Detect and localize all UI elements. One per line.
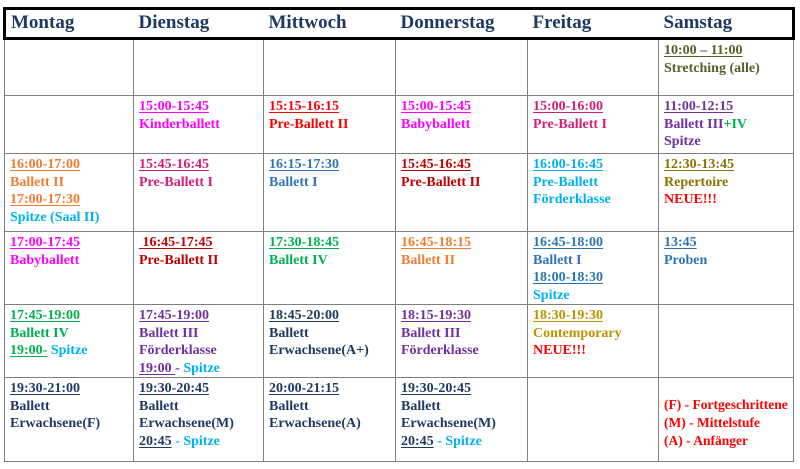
entry-label-text: Ballett III [401, 325, 461, 341]
cell-dienstag-row1 [134, 39, 264, 96]
entry-time-text: 16:00-17:00 [10, 157, 80, 172]
cell-mittwoch-row6 [264, 378, 396, 462]
schedule-entry-line [401, 116, 525, 134]
cell-samstag-row3 [659, 154, 794, 232]
entry-label-text: Pre-Ballett I [533, 116, 607, 132]
schedule-entry-line [139, 415, 261, 433]
schedule-entry-line [139, 116, 261, 134]
schedule-entry-line [10, 191, 131, 209]
cell-freitag-row3 [528, 154, 659, 232]
entry-time-text: 16:45-17:45 [139, 235, 213, 250]
schedule-entry-line [533, 325, 656, 343]
entry-label-text: (M) - Mittelstufe [664, 415, 760, 430]
entry-label-text: Pre-Ballett II [139, 252, 219, 268]
entry-time-text: 15:45-16:45 [139, 157, 209, 172]
schedule-entry-line [401, 433, 525, 451]
cell-samstag-row6 [659, 378, 794, 462]
day-header-freitag: Freitag [532, 12, 592, 33]
cell-freitag-row1 [528, 39, 659, 96]
schedule-entry-line [401, 325, 525, 343]
cell-montag-row5 [5, 305, 134, 378]
day-header-mittwoch: Mittwoch [268, 12, 347, 33]
entry-label-text: Pre-Ballett II [401, 174, 481, 190]
entry-label-text: NEUE!!! [533, 343, 586, 358]
schedule-entry-line [10, 234, 131, 252]
entry-label-text: Spitze [47, 343, 88, 358]
entry-time-text: 19:30-21:00 [10, 381, 80, 396]
schedule-entry-line [269, 398, 393, 416]
schedule-entry-line [664, 414, 791, 432]
schedule-entry-line [401, 398, 525, 416]
schedule-entry-line [269, 252, 393, 270]
entry-label-text: Ballett I [269, 174, 318, 190]
schedule-row-5 [5, 305, 794, 378]
entry-label-text: (F) - Fortgeschrittene [664, 397, 788, 412]
schedule-entry-line [401, 156, 525, 174]
entry-label-text: Pre-Ballett I [139, 174, 213, 190]
cell-montag-row6 [5, 378, 134, 462]
cell-mittwoch-row3 [264, 154, 396, 232]
entry-time-text: 12:30-13:45 [664, 157, 734, 172]
schedule-entry-line [269, 380, 393, 398]
entry-time-text: 20:45 [401, 433, 434, 449]
day-header-montag: Montag [11, 12, 75, 33]
cell-freitag-row5 [528, 305, 659, 378]
schedule-entry-line [401, 380, 525, 398]
entry-label-text: Erwachsene(A) [269, 416, 361, 431]
day-header-donnerstag: Donnerstag [400, 12, 495, 33]
schedule-entry-line [139, 307, 261, 325]
schedule-entry-line [269, 307, 393, 325]
schedule-row-6 [5, 378, 794, 462]
entry-label-text: (A) - Anfänger [664, 433, 748, 448]
entry-time-text: 15:00-15:45 [401, 99, 471, 114]
schedule-entry-line [139, 433, 261, 451]
entry-time-text: 20:00-21:15 [269, 381, 339, 396]
cell-mittwoch-row5 [264, 305, 396, 378]
entry-label-text: Erwachsene(A+) [269, 343, 369, 358]
entry-label-text: Ballett II [401, 252, 456, 268]
entry-label-text: Pre-Ballett II [269, 116, 349, 132]
schedule-entry-line [401, 98, 525, 116]
entry-label-text: Spitze [533, 287, 570, 303]
schedule-entry-line [401, 252, 525, 270]
cell-mittwoch-row2 [264, 96, 396, 154]
schedule-entry-line [533, 287, 656, 305]
entry-time-text: 16:45-18:15 [401, 235, 471, 250]
entry-time-text: 15:00-16:00 [533, 99, 603, 114]
schedule-entry-line [401, 342, 525, 360]
cell-samstag-row2 [659, 96, 794, 154]
entry-time-text: 18:00-18:30 [533, 270, 603, 285]
entry-label-text: Ballett I [533, 252, 582, 268]
schedule-entry-line [533, 191, 656, 209]
cell-dienstag-row5 [134, 305, 264, 378]
cell-samstag-row5 [659, 305, 794, 378]
schedule-entry-line [269, 342, 393, 360]
entry-label-text: Contemporary [533, 325, 622, 341]
schedule-entry-line [533, 269, 656, 287]
schedule-entry-line [533, 342, 656, 360]
schedule-entry-line [533, 174, 656, 192]
schedule-entry-line [139, 156, 261, 174]
entry-label-text: Spitze [179, 360, 220, 376]
schedule-entry-line [533, 252, 656, 270]
entry-label-text: Ballett [269, 398, 309, 414]
day-header-dienstag: Dienstag [138, 12, 210, 33]
entry-time-text: 16:15-17:30 [269, 157, 339, 172]
schedule-entry-line [664, 191, 791, 209]
cell-dienstag-row3 [134, 154, 264, 232]
schedule-entry-line [269, 98, 393, 116]
schedule-entry-line [269, 234, 393, 252]
entry-label-text: Förderklasse [139, 343, 217, 358]
schedule-entry-line [139, 234, 261, 252]
cell-dienstag-row2 [134, 96, 264, 154]
entry-time-text: 16:45-18:00 [533, 235, 603, 250]
entry-label-text: Pre-Ballett [533, 174, 599, 190]
cell-dienstag-row4 [134, 232, 264, 305]
entry-label-text: +IV [723, 116, 748, 132]
cell-mittwoch-row1 [264, 39, 396, 96]
entry-time-text: 17:00-17:45 [10, 235, 80, 250]
entry-label-text: Erwachsene(M) [139, 416, 234, 431]
schedule-entry-line [10, 415, 131, 433]
entry-label-text: - Spitze [433, 433, 482, 449]
schedule-entry-line [139, 98, 261, 116]
entry-time-text: 20:45 [139, 433, 172, 449]
entry-label-text: Ballett III [664, 116, 724, 132]
cell-freitag-row4 [528, 232, 659, 305]
entry-time-text: 17:45-19:00 [10, 308, 80, 323]
cell-montag-row1 [5, 39, 134, 96]
entry-label-text: Ballett IV [10, 325, 69, 341]
entry-time-text: 18:45-20:00 [269, 308, 339, 323]
schedule-entry-line [10, 252, 131, 270]
entry-label-text: Ballett III [139, 325, 199, 341]
schedule-row-3 [5, 154, 794, 232]
entry-label-text: Kinderballett [139, 116, 220, 132]
schedule-entry-line [664, 42, 791, 60]
schedule-entry-line [664, 98, 791, 116]
cell-samstag-row4 [659, 232, 794, 305]
schedule-entry-line [533, 307, 656, 325]
entry-label-text: Spitze (Saal II) [10, 209, 100, 225]
schedule-entry-line [533, 98, 656, 116]
schedule-entry-line [269, 325, 393, 343]
weekly-schedule-table [3, 7, 795, 462]
entry-label-text: - [175, 360, 180, 376]
entry-time-text: 16:00-16:45 [533, 157, 603, 172]
schedule-entry-line [664, 174, 791, 192]
entry-label-text: Ballett II [10, 174, 65, 190]
cell-montag-row2 [5, 96, 134, 154]
schedule-row-4 [5, 232, 794, 305]
cell-montag-row3 [5, 154, 134, 232]
entry-time-text: 15:45-16:45 [401, 157, 471, 172]
schedule-entry-line [401, 307, 525, 325]
cell-dienstag-row6 [134, 378, 264, 462]
entry-label-text: Ballett [269, 325, 309, 341]
schedule-entry-line [269, 415, 393, 433]
entry-label-text: - Spitze [171, 433, 220, 449]
cell-donnerstag-row2 [396, 96, 528, 154]
schedule-header [5, 9, 794, 39]
entry-time-text: 18:30-19:30 [533, 308, 603, 323]
schedule-entry-line [533, 156, 656, 174]
schedule-entry-line [10, 398, 131, 416]
schedule-entry-line [139, 398, 261, 416]
schedule-entry-line [664, 396, 791, 414]
schedule-row-1 [5, 39, 794, 96]
schedule-entry-line [139, 325, 261, 343]
entry-label-text: Spitze [664, 134, 701, 149]
schedule-entry-line [10, 342, 131, 360]
schedule-entry-line [664, 432, 791, 450]
schedule-entry-line [664, 116, 791, 134]
entry-label-text: Stretching (alle) [664, 60, 760, 76]
entry-label-text: Ballett [401, 398, 441, 414]
schedule-entry-line [269, 156, 393, 174]
cell-donnerstag-row4 [396, 232, 528, 305]
entry-time-text: 13:45 [664, 235, 697, 250]
schedule-entry-line [533, 116, 656, 134]
cell-mittwoch-row4 [264, 232, 396, 305]
entry-label-text: Erwachsene(M) [401, 416, 496, 431]
entry-time-text: 19:30-20:45 [401, 381, 471, 396]
entry-time-text: 17:00-17:30 [10, 192, 80, 207]
entry-label-text: Babyballett [10, 252, 80, 268]
cell-freitag-row2 [528, 96, 659, 154]
schedule-entry-line [10, 325, 131, 343]
entry-label-text: Ballett [139, 398, 179, 414]
schedule-entry-line [664, 60, 791, 78]
entry-label-text: Erwachsene(F) [10, 416, 101, 431]
entry-time-text: 15:15-16:15 [269, 99, 339, 114]
schedule-entry-line [139, 360, 261, 378]
entry-label-text: Ballett IV [269, 252, 328, 268]
entry-label-text: Förderklasse [401, 343, 479, 358]
schedule-row-2 [5, 96, 794, 154]
entry-time-text: 18:15-19:30 [401, 308, 471, 323]
entry-time-text: 11:00-12:15 [664, 99, 734, 114]
day-header-row [5, 9, 794, 39]
entry-time-text: 17:30-18:45 [269, 235, 339, 250]
cell-donnerstag-row3 [396, 154, 528, 232]
entry-label-text: Ballett [10, 398, 50, 414]
schedule-entry-line [664, 252, 791, 270]
cell-samstag-row1 [659, 39, 794, 96]
entry-time-text: 10:00 – 11:00 [664, 43, 743, 58]
entry-label-text: Proben [664, 252, 708, 268]
schedule-entry-line [139, 342, 261, 360]
entry-time-text: 19:00- [10, 343, 48, 358]
entry-label-text: Förderklasse [533, 192, 611, 207]
schedule-entry-line [664, 133, 791, 151]
entry-label-text: Repertoire [664, 174, 729, 190]
schedule-entry-line [401, 174, 525, 192]
schedule-entry-line [10, 174, 131, 192]
schedule-entry-line [139, 174, 261, 192]
schedule-entry-line [10, 156, 131, 174]
schedule-entry-line [139, 380, 261, 398]
schedule-entry-line [664, 234, 791, 252]
schedule-entry-line [10, 307, 131, 325]
cell-montag-row4 [5, 232, 134, 305]
day-header-samstag: Samstag [663, 12, 733, 33]
entry-time-text: 19:00 [139, 360, 176, 376]
entry-time-text: 19:30-20:45 [139, 381, 209, 396]
cell-donnerstag-row6 [396, 378, 528, 462]
entry-time-text: 17:45-19:00 [139, 308, 209, 323]
schedule-entry-line [664, 156, 791, 174]
schedule-body [5, 39, 794, 462]
entry-time-text: 15:00-15:45 [139, 99, 209, 114]
schedule-entry-line [10, 380, 131, 398]
schedule-entry-line [269, 174, 393, 192]
schedule-entry-line [401, 415, 525, 433]
entry-label-text: NEUE!!! [664, 192, 717, 207]
schedule-entry-line [401, 234, 525, 252]
cell-donnerstag-row5 [396, 305, 528, 378]
schedule-entry-line [269, 116, 393, 134]
schedule-entry-line [533, 234, 656, 252]
cell-donnerstag-row1 [396, 39, 528, 96]
schedule-entry-line [10, 209, 131, 227]
schedule-entry-line [139, 252, 261, 270]
cell-freitag-row6 [528, 378, 659, 462]
entry-label-text: Babyballett [401, 116, 471, 132]
